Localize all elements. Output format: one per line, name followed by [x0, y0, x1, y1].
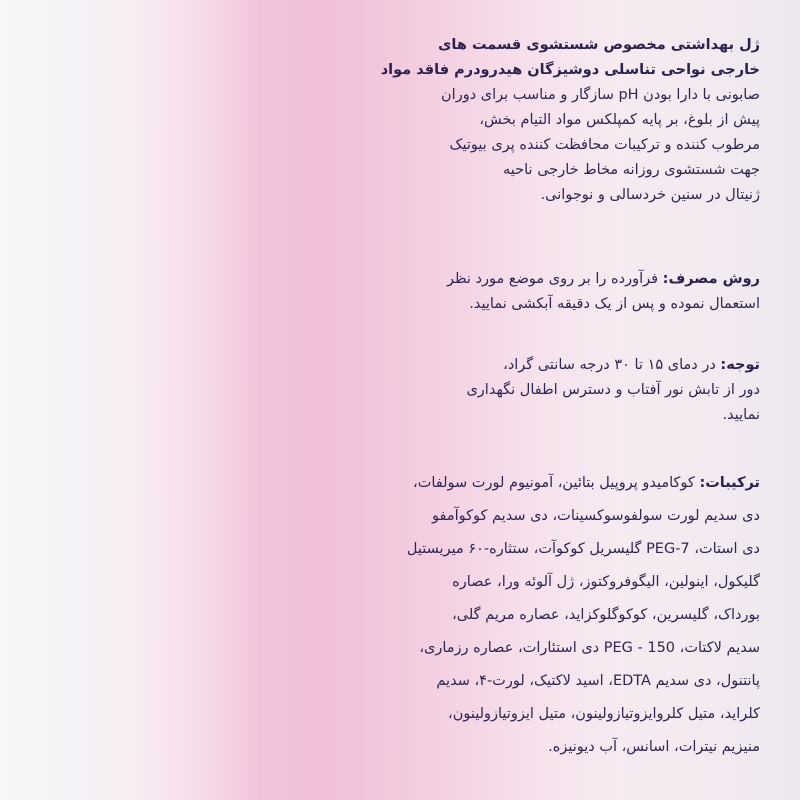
description-line: ژنیتال در سنین خردسالی و نوجوانی. [540, 187, 760, 203]
usage-line [200, 267, 760, 292]
ingredients-line: پانتنول، دی سدیم EDTA، اسید لاکتیک، لورت-۴، سدیم [436, 673, 760, 689]
usage-heading: روش مصرف: [662, 271, 760, 287]
ingredients-line: سدیم لاکتات، PEG - 150 دی استئارات، عصاره رزماری، [419, 640, 760, 656]
note-text: در دمای ۱۵ تا ۳۰ درجه سانتی گراد، [503, 357, 721, 373]
ingredients-heading: ترکیبات: [699, 475, 760, 491]
description-block [200, 33, 760, 208]
ingredients-line: دی سدیم لورت سولفوسوکسینات، دی سدیم کوکوآمفو [432, 508, 760, 524]
ingredients-block [200, 471, 760, 760]
note-block [200, 353, 760, 428]
ingredients-line: گلیکول، اینولین، الیگوفروکتوز، ژل آلوئه ورا، عصاره [452, 574, 760, 590]
product-label-text [200, 0, 760, 800]
ingredients-line: منیزیم نیترات، اسانس، آب دیونیزه. [548, 739, 760, 755]
usage-text: فرآورده را بر روی موضع مورد نظر [447, 271, 663, 287]
note-line [200, 353, 760, 378]
usage-line: استعمال نموده و پس از یک دقیقه آبکشی نمایید. [469, 296, 760, 312]
note-heading: توجه: [720, 357, 760, 373]
ingredients-line [200, 471, 760, 496]
description-line: صابونی با دارا بودن pH سازگار و مناسب برای دوران [441, 87, 760, 103]
description-line: جهت شستشوی روزانه مخاط خارجی ناحیه [503, 162, 760, 178]
usage-block [200, 267, 760, 317]
ingredients-line: دی استات، PEG-7 گلیسریل کوکوآت، ستثاره-۶۰ میریستیل [406, 541, 760, 557]
description-line: ژل بهداشتی مخصوص شستشوی قسمت های [438, 37, 760, 53]
description-line: خارجی نواحی تناسلی دوشیزگان هیدرودرم فاقد مواد [380, 62, 760, 78]
description-line: پیش از بلوغ، بر پایه کمپلکس مواد التیام بخش، [479, 112, 760, 128]
note-line: نمایید. [722, 407, 760, 423]
ingredients-line: کلراید، متیل کلروایزوتیازولینون، متیل ایزوتیازولینون، [448, 706, 760, 722]
ingredients-line: بورداک، گلیسرین، کوکوگلوکزاید، عصاره مریم گلی، [452, 607, 760, 623]
note-line: دور از تابش نور آفتاب و دسترس اطفال نگهداری [466, 382, 760, 398]
ingredients-text: کوکامیدو پروپیل بتائین، آمونیوم لورت سولفات، [413, 475, 700, 491]
description-line: مرطوب کننده و ترکیبات محافظت کننده پری بیوتیک [449, 137, 760, 153]
